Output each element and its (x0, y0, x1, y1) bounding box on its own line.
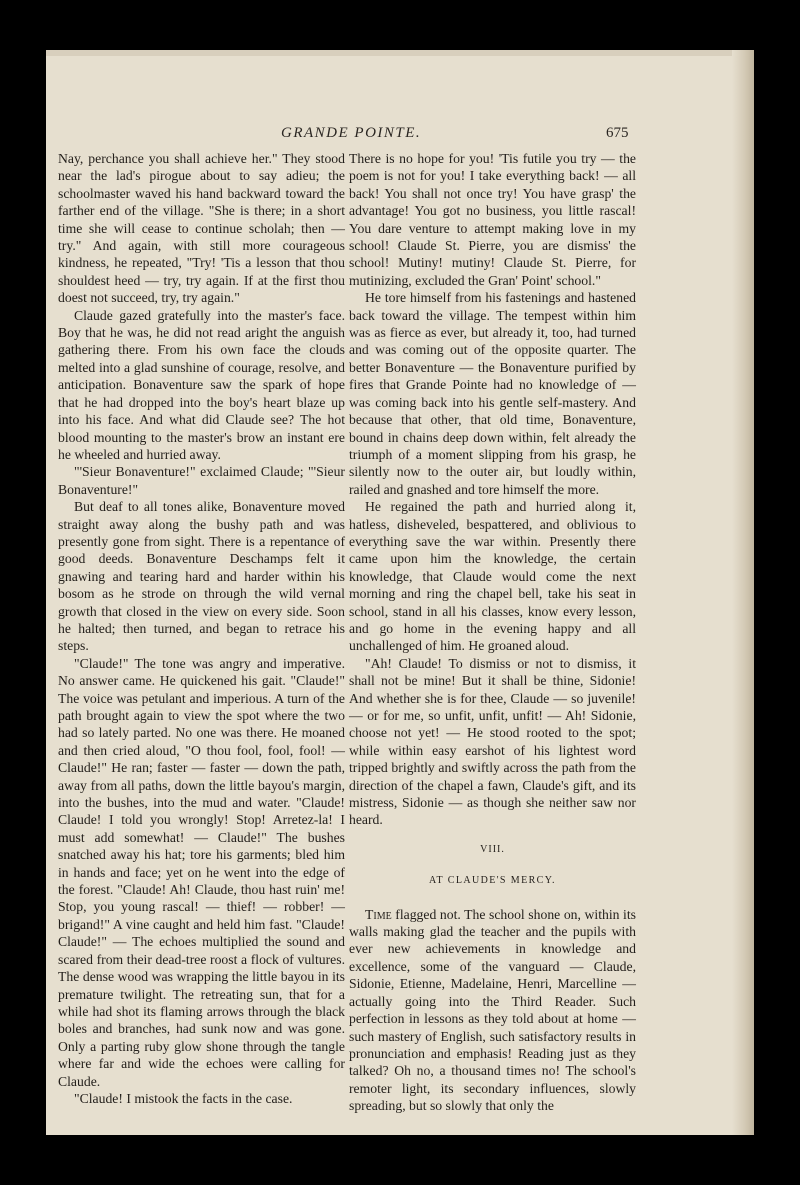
paragraph: But deaf to all tones alike, Bonaventure moved straight away along the bushy path and was presently gone from sight. There is a repentance of good deeds. Bonaventure Deschamps felt it gnawing and tearing hard and harder within his bosom as he strode on through the wild vernal growth that closed in the view on every side. Soon he halted; then turned, and began to retrace his steps. (58, 499, 345, 654)
paragraph: There is no hope for you! 'Tis futile you try — the poem is not for you! I take everything back! — all back! You shall not once try! You have grasp' the advantage! You got no business, you little rascal! You dare venture to attempt making love in my school! Claude St. Pierre, you are dismiss' the school! Mutiny! mutiny! Claude St. Pierre, for mutinizing, excluded the Gran' Point' school." (349, 151, 636, 288)
paragraph: "Claude!" The tone was angry and imperative. No answer came. He quickened his gait. "Claude!" The voice was petulant and imperious. A turn of the path brought again to view the spot where the two had so lately parted. No one was there. He moaned and then cried aloud, "O thou fool, fool, fool! — Claude!" He ran; faster — faster — down the path, away from all paths, down the little bayou's margin, into the bushes, into the mud and water. "Claude! Claude! I told you wrongly! Stop! Arretez-la! I must add somewhat! — Claude!" The bushes snatched away his hat; tore his garments; bled him in hands and face; yet on he went into the edge of the forest. "Claude! Ah! Claude, thou hast ruin' me! Stop, you young rascal! — thief! — robber! — brigand!" A vine caught and held him fast. "Claude! Claude!" — The echoes multiplied the sound and scared from their dead-tree roost a flock of vultures. The dense wood was wrapping the little bayou in its premature twilight. The retreating sun, that for a while had shot its flaming arrows through the black boles and branches, had sunk now and was gone. Only a parting ruby glow shone through the tangle where far and wide the echoes were calling for Claude. (58, 655, 345, 1089)
right-column (349, 150, 636, 1115)
page-number: 675 (606, 125, 629, 141)
paragraph: "Claude! I mistook the facts in the case. (74, 1090, 293, 1106)
section-paragraph-text: flagged not. The school shone on, within its walls making glad the teacher and the pupils with ever new achievements in knowledge and excellence, some of the vanguard — Claude, Sidonie, Etienne, Madelaine, Henri, Marcelline — actually going into the Third Reader. Such perfection in lessons as they told about at home — such mastery of English, such satisfactory results in pronunciation and emphasis! Reading just as they talked? Oh no, a thousand times no! The school's remoter light, its secondary influences, slowly spreading, but so slowly that only the (349, 906, 636, 1114)
paragraph: Claude gazed gratefully into the master's face. Boy that he was, he did not read aright the anguish gathering there. From his own face the clouds melted into a glad sunshine of courage, resolve, and anticipation. Bonaventure saw the spark of hope that he had dropped into the boy's heart blaze up into his face. And what did Claude see? The hot blood mounting to the master's brow an instant ere he wheeled and hurried away. (58, 307, 345, 462)
paragraph: "Ah! Claude! To dismiss or not to dismiss, it shall not be mine! But it shall be thine, Sidonie! And whether she is for thee, Claude — so juvenile! — or for me, so unfit, unfit, unfit! — Ah! Sidonie, choose not yet! — He stood rooted to the spot; while within easy earshot of his lightest word tripped brightly and swiftly across the path from the direction of the chapel a fawn, Claude's gift, and its mistress, Sidonie — as though she neither saw nor heard. (349, 655, 636, 828)
page-right-edge (732, 50, 754, 1135)
section-paragraph (349, 906, 636, 1115)
paragraph: "'Sieur Bonaventure!" exclaimed Claude; "'Sieur Bonaventure!" (58, 464, 345, 497)
left-column (58, 150, 345, 1107)
section-first-word: Time (365, 906, 392, 922)
paragraph: He tore himself from his fastenings and hastened back toward the village. The tempest within him was as fierce as ever, but already it, too, had turned and was coming out of the opposite quarter. The better Bonaventure — the Bonaventure purified by fires that Grande Pointe had no knowledge of — was coming back into his gentle self-mastery. And because that other, that old time, Bonaventure, bound in chains deep down within, felt already the triumph of a moment slipping from his grasp, he silently now to the outer air, but loudly within, railed and gnashed and tore himself the more. (349, 290, 636, 497)
running-title: GRANDE POINTE. (281, 125, 422, 141)
section-number: VIII. (480, 843, 505, 855)
page-header (46, 125, 754, 149)
paragraph: Nay, perchance you shall achieve her." They stood near the lad's pirogue about to say adieu; the schoolmaster waved his hand backward toward the farther end of the village. "She is there; in a short time she will cease to continue scholah; then — try." And again, with still more courageous kindness, he repeated, "Try! 'Tis a lesson that thou shouldest heed — try, try again. If at the first thou doest not succeed, try, try again." (58, 151, 345, 306)
section-title: AT CLAUDE'S MERCY. (429, 875, 556, 887)
paragraph: He regained the path and hurried along it, hatless, disheveled, bespattered, and oblivious to everything save the war within. Presently there came upon him the knowledge, the certain knowledge, that Claude would come the next morning and ring the chapel bell, take his seat in school, stand in all his classes, know every lesson, and go home in the evening happy and all unchallenged of him. He groaned aloud. (349, 499, 636, 654)
book-page (46, 50, 754, 1135)
page-top-edge (46, 50, 754, 56)
